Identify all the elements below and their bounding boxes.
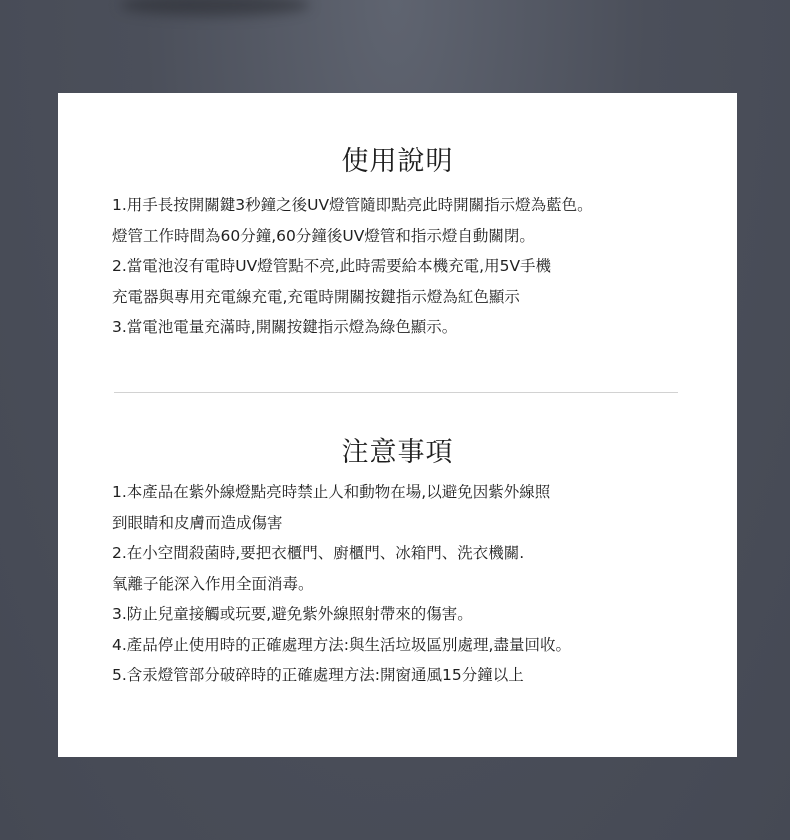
- instructions-list: [112, 190, 722, 343]
- instructions-line: 1.用手長按開關鍵3秒鐘之後UV燈管隨即點亮此時開關指示燈為藍色。: [112, 196, 593, 214]
- precautions-line: 4.產品停止使用時的正確處理方法:與生活垃圾區別處理,盡量回收。: [112, 635, 571, 654]
- instructions-line: 3.當電池電量充滿時,開關按鍵指示燈為綠色顯示。: [112, 318, 458, 336]
- precautions-line: 1.本產品在紫外線燈點亮時禁止人和動物在場,以避免因紫外線照: [112, 483, 551, 501]
- instructions-line: 燈管工作時間為60分鐘,60分鐘後UV燈管和指示燈自動關閉。: [112, 226, 535, 245]
- instructions-line: 2.當電池沒有電時UV燈管點不亮,此時需要給本機充電,用5V手機: [112, 257, 552, 275]
- precautions-list: [112, 477, 722, 691]
- top-shadow-decoration: [120, 0, 310, 16]
- precautions-line: 3.防止兒童接觸或玩要,避免紫外線照射帶來的傷害。: [112, 605, 473, 623]
- instruction-card: [58, 93, 737, 757]
- precautions-line: 5.含汞燈管部分破碎時的正確處理方法:開窗通風15分鐘以上: [112, 666, 524, 684]
- precautions-line: 氧離子能深入作用全面消毒。: [112, 574, 314, 593]
- instructions-line: 充電器與專用充電線充電,充電時開關按鍵指示燈為紅色顯示: [112, 287, 520, 306]
- section-divider: [114, 392, 678, 393]
- precautions-line: 2.在小空間殺菌時,要把衣櫃門、廚櫃門、冰箱門、洗衣機關.: [112, 544, 525, 562]
- precautions-title: 注意事項: [341, 437, 454, 468]
- instructions-title: 使用說明: [341, 146, 454, 177]
- precautions-line: 到眼睛和皮膚而造成傷害: [112, 513, 283, 532]
